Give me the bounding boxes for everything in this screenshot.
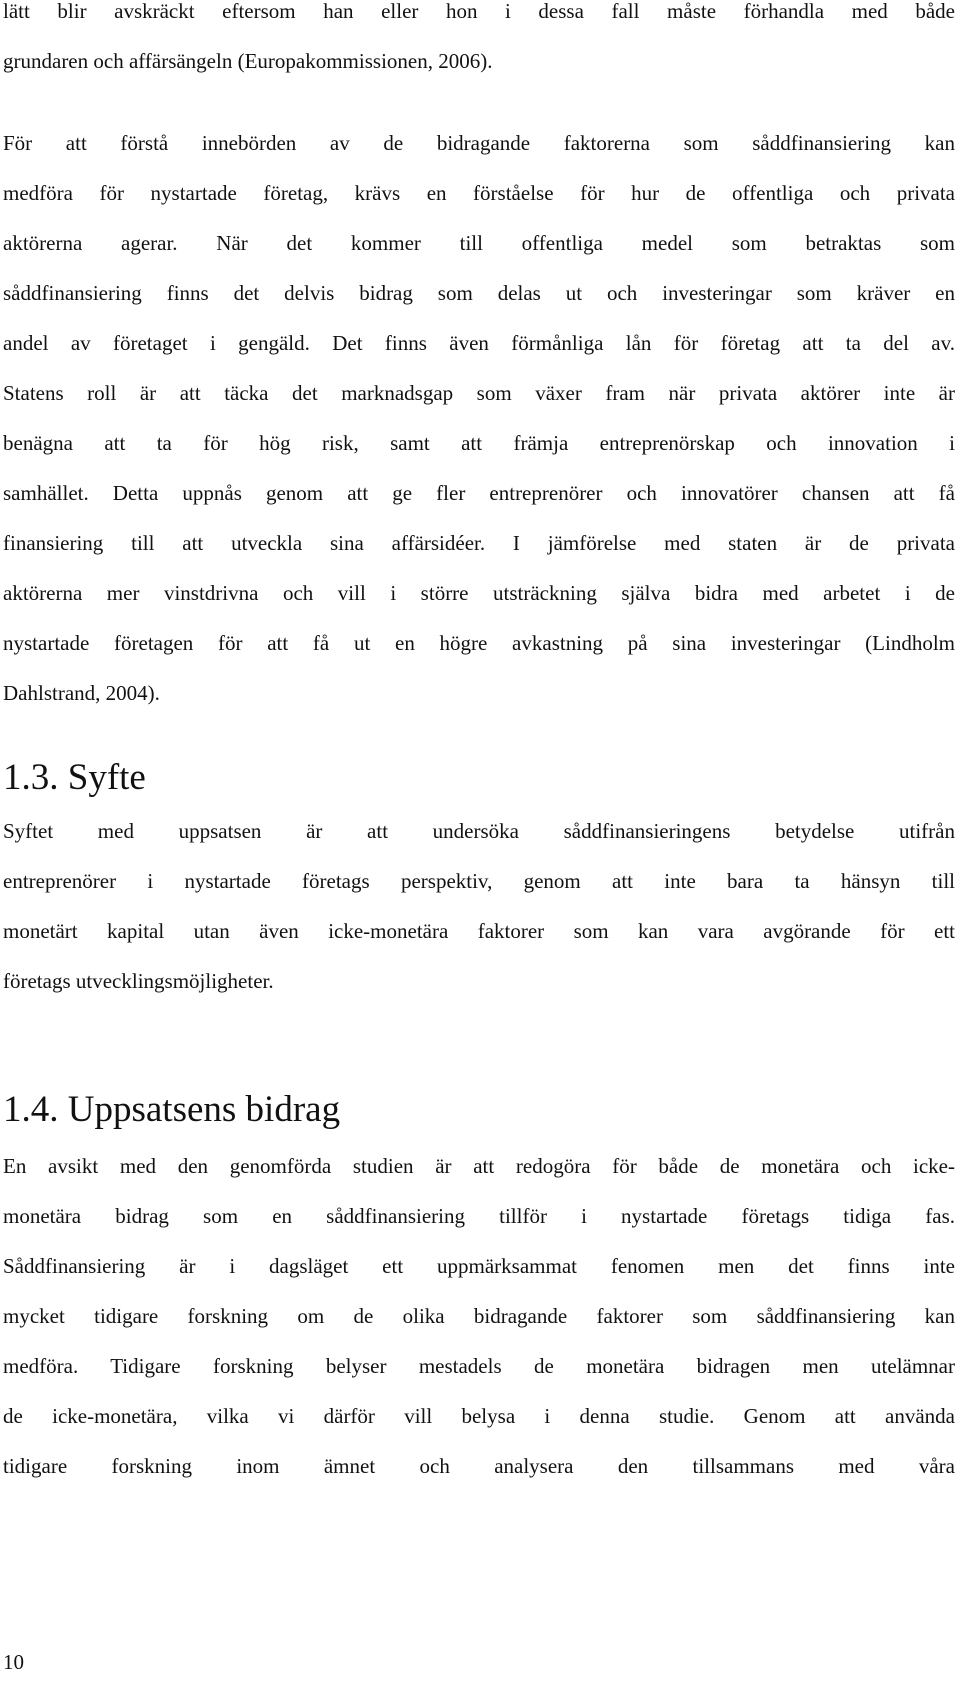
text-line: benägna att ta för hög risk, samt att främja entreprenörskap och innovation i <box>3 431 955 455</box>
text-line: aktörerna agerar. När det kommer till offentliga medel som betraktas som <box>3 231 955 255</box>
text-line: medföra för nystartade företag, krävs en förståelse för hur de offentliga och privata <box>3 181 955 205</box>
text-line: såddfinansiering finns det delvis bidrag som delas ut och investeringar som kräver en <box>3 281 955 305</box>
section-syfte-body <box>3 814 955 1014</box>
text-line: nystartade företagen för att få ut en högre avkastning på sina investeringar (Lindholm <box>3 631 955 655</box>
text-line: andel av företaget i gengäld. Det finns även förmånliga lån för företag att ta del av. <box>3 331 955 355</box>
text-line: mycket tidigare forskning om de olika bidragande faktorer som såddfinansiering kan <box>3 1304 955 1328</box>
text-line: aktörerna mer vinstdrivna och vill i större utsträckning själva bidra med arbetet i de <box>3 581 955 605</box>
text-line: För att förstå innebörden av de bidragande faktorerna som såddfinansiering kan <box>3 131 955 155</box>
text-line: monetärt kapital utan även icke-monetära faktorer som kan vara avgörande för ett <box>3 919 955 943</box>
text-line: de icke-monetära, vilka vi därför vill belysa i denna studie. Genom att använda <box>3 1404 955 1428</box>
paragraph-public-private-actors <box>3 126 955 726</box>
text-line: grundaren och affärsängeln (Europakommissionen, 2006). <box>3 49 493 73</box>
text-line: tidigare forskning inom ämnet och analysera den tillsammans med våra <box>3 1454 955 1478</box>
text-line: finansiering till att utveckla sina affärsidéer. I jämförelse med staten är de privata <box>3 531 955 555</box>
text-line: Syftet med uppsatsen är att undersöka såddfinansieringens betydelse utifrån <box>3 819 955 843</box>
text-line: lätt blir avskräckt eftersom han eller hon i dessa fall måste förhandla med både <box>3 0 955 23</box>
text-line: företags utvecklingsmöjligheter. <box>3 969 274 993</box>
section-heading-uppsatsens-bidrag: 1.4. Uppsatsens bidrag <box>3 1089 341 1130</box>
continuation-paragraph <box>3 0 955 94</box>
page-number: 10 <box>3 1650 24 1674</box>
text-line: entreprenörer i nystartade företags perspektiv, genom att inte bara ta hänsyn till <box>3 869 955 893</box>
text-line: En avsikt med den genomförda studien är att redogöra för både de monetära och icke- <box>3 1154 955 1178</box>
section-bidrag-body <box>3 1149 955 1499</box>
text-line: Såddfinansiering är i dagsläget ett uppmärksammat fenomen men det finns inte <box>3 1254 955 1278</box>
text-line: samhället. Detta uppnås genom att ge fler entreprenörer och innovatörer chansen att få <box>3 481 955 505</box>
text-line: Statens roll är att täcka det marknadsgap som växer fram när privata aktörer inte är <box>3 381 955 405</box>
text-line: medföra. Tidigare forskning belyser mestadels de monetära bidragen men utelämnar <box>3 1354 955 1378</box>
section-heading-syfte: 1.3. Syfte <box>3 757 146 798</box>
text-line: Dahlstrand, 2004). <box>3 681 160 705</box>
text-line: monetära bidrag som en såddfinansiering tillför i nystartade företags tidiga fas. <box>3 1204 955 1228</box>
